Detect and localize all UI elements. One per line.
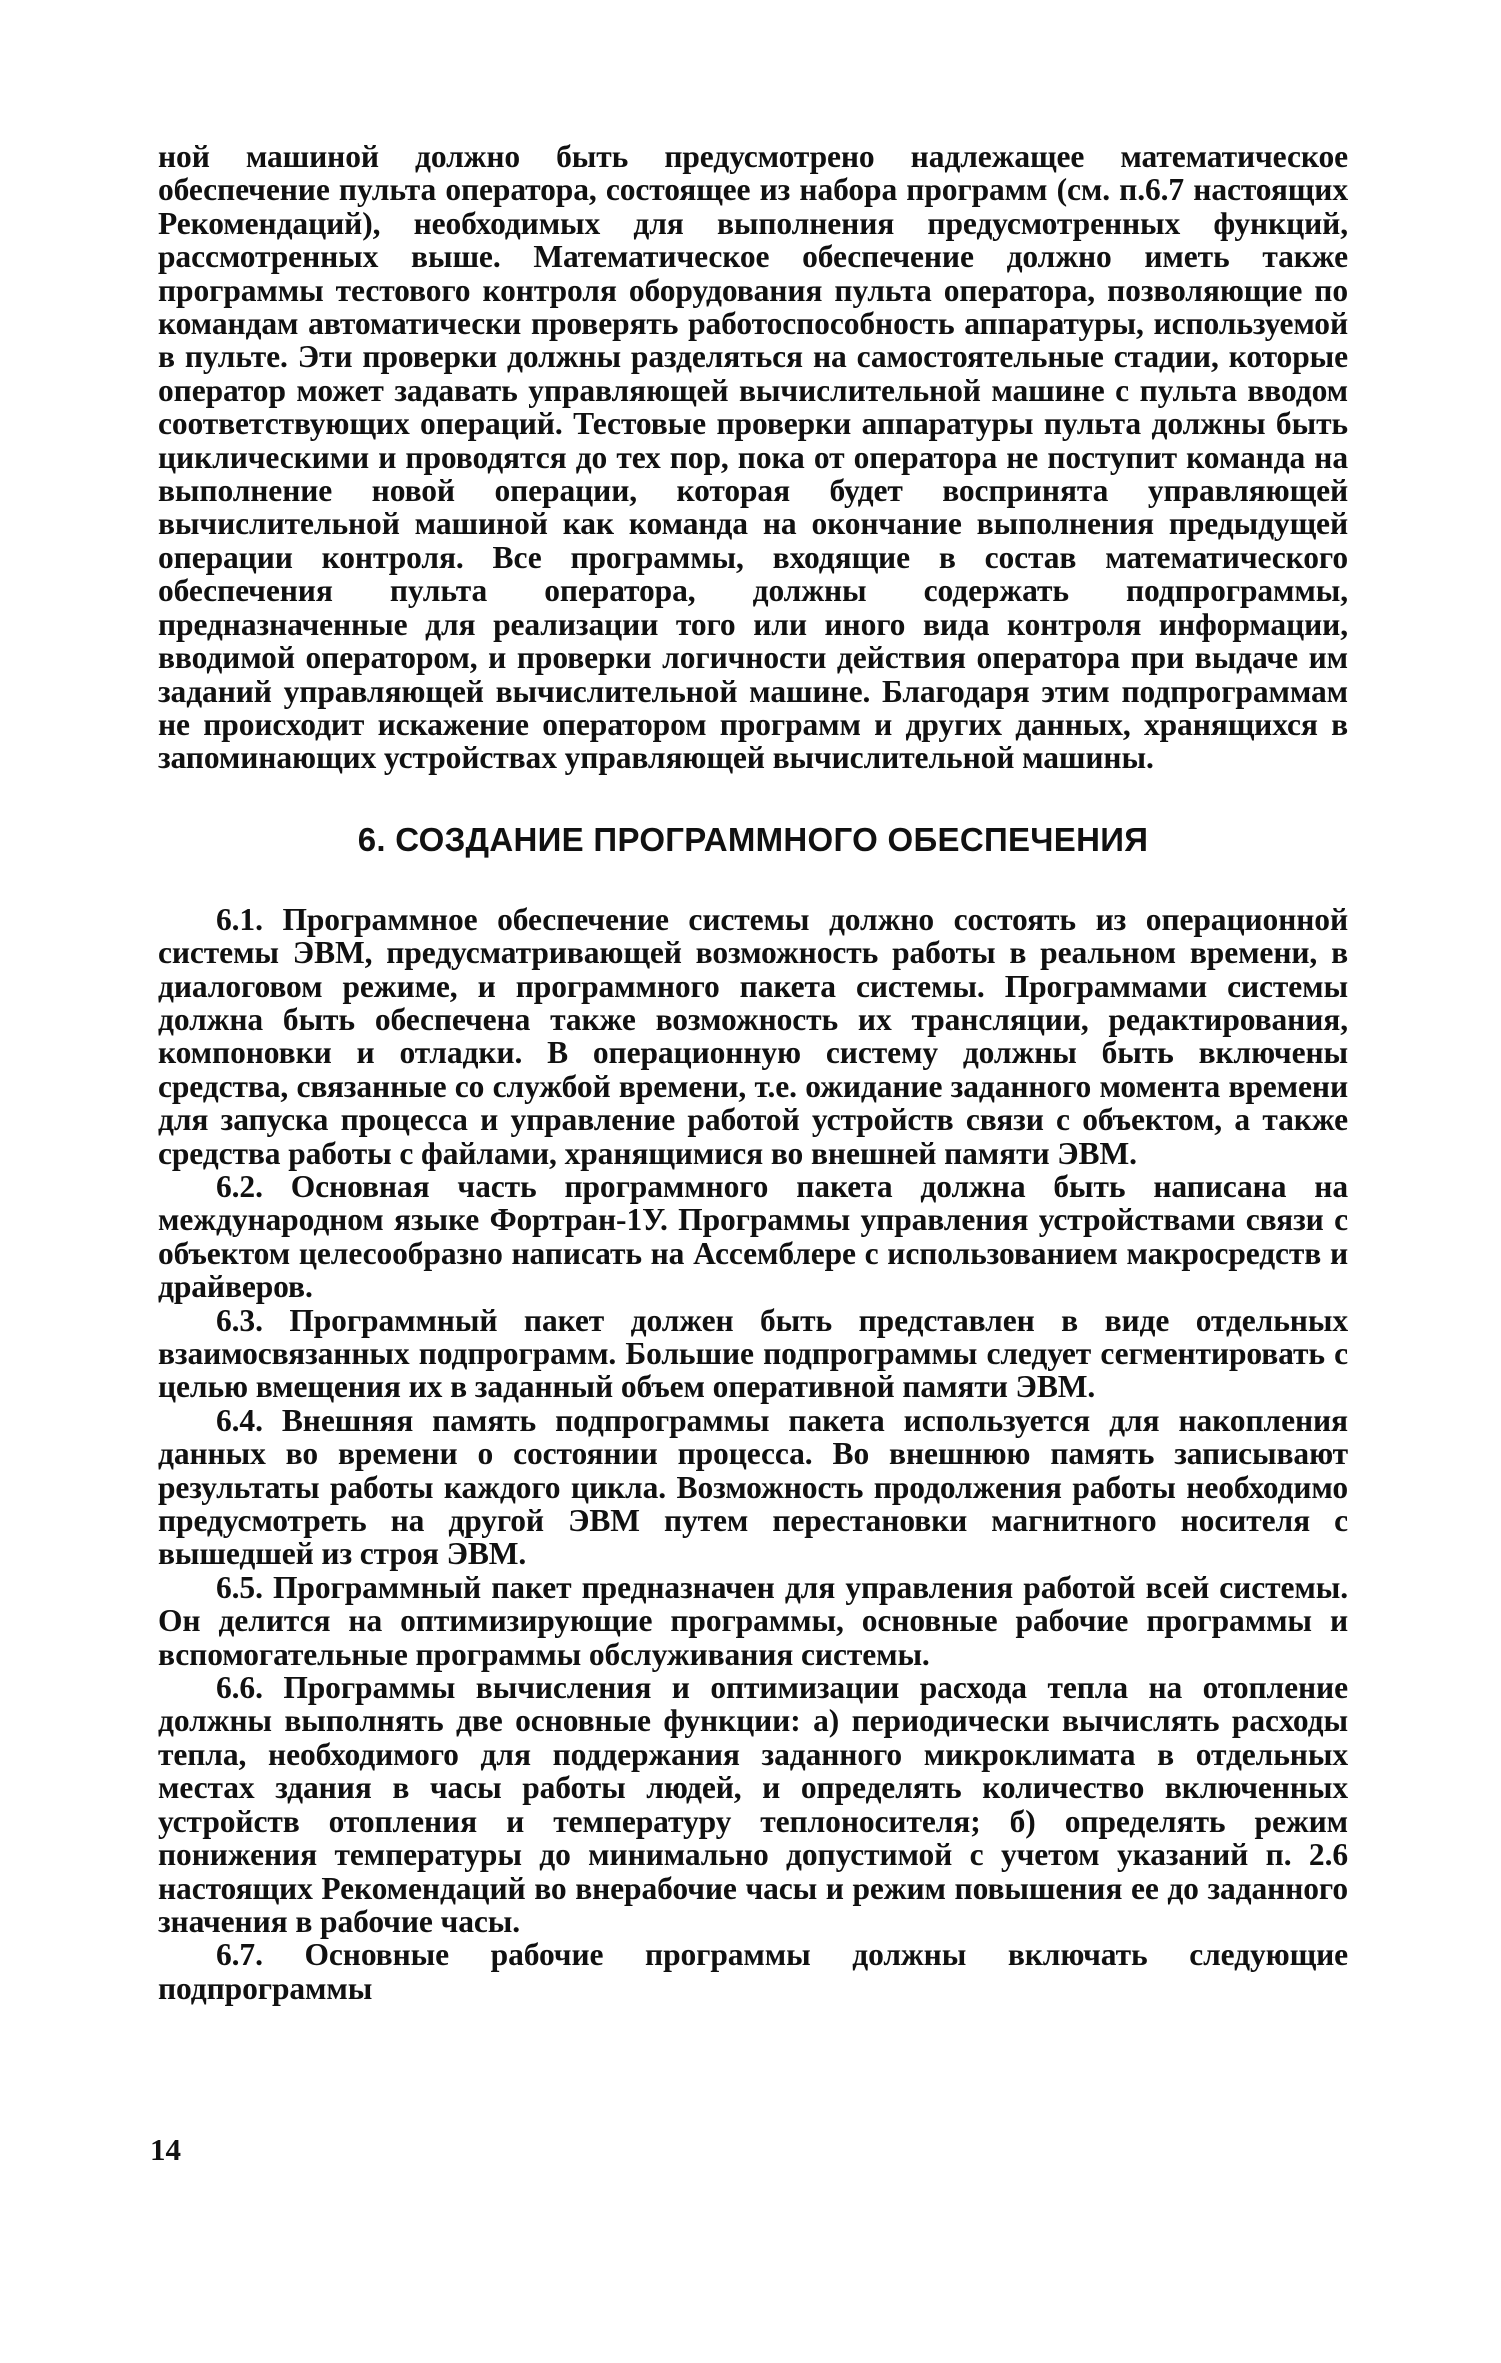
paragraph-6-5: 6.5. Программный пакет предназначен для управления работой всей системы. Он делится на оптимизирующие программы, основные рабочие программы и вспомогательные программы обслуживания системы. xyxy=(158,1569,1348,1672)
page-number: 14 xyxy=(150,2132,181,2167)
paragraph-6-1: 6.1. Программное обеспечение системы должно состоять из операционной системы ЭВМ, предусматривающей возможность работы в реальном времени, в диалоговом режиме, и программного пакета системы. Программами системы должна быть обеспечена также возможность их трансляции, редактирования, компоновки и отладки. В операционную систему должны быть включены средства, связанные со службой времени, т.е. ожидание заданного момента времени для запуска процесса и управление работой устройств связи с объектом, а также средства работы с файлами, хранящимися во внешней памяти ЭВМ. xyxy=(158,901,1348,1171)
section-heading: 6. СОЗДАНИЕ ПРОГРАММНОГО ОБЕСПЕЧЕНИЯ xyxy=(357,820,1149,858)
paragraph-6-4: 6.4. Внешняя память подпрограммы пакета используется для накопления данных во времени о состоянии процесса. Во внешнюю память записывают результаты работы каждого цикла. Возможность продолжения работы необходимо предусмотреть на другой ЭВМ путем перестановки магнитного носителя с вышедшей из строя ЭВМ. xyxy=(158,1402,1348,1572)
paragraph-6-2: 6.2. Основная часть программного пакета должна быть написана на международном языке Фортран-1У. Программы управления устройствами связи с объектом целесообразно написать на Ассемблере с использованием макросредств и драйверов. xyxy=(158,1168,1348,1305)
paragraph-6-3: 6.3. Программный пакет должен быть представлен в виде отдельных взаимосвязанных подпрограмм. Большие подпрограммы следует сегментировать с целью вмещения их в заданный объем оперативной памяти ЭВМ. xyxy=(158,1302,1348,1405)
paragraph-6-6: 6.6. Программы вычисления и оптимизации расхода тепла на отопление должны выполнять две основные функции: а) периодически вычислять расходы тепла, необходимого для поддержания заданного микроклимата в отдельных местах здания в часы работы людей, и определять количество включенных устройств отопления и температуру теплоносителя; б) определять режим понижения температуры до минимально допустимой с учетом указаний п. 2.6 настоящих Рекомендаций во внерабочие часы и режим повышения ее до заданного значения в рабочие часы. xyxy=(158,1670,1348,1939)
paragraph-6-7: 6.7. Основные рабочие программы должны включать следующие подпрограммы xyxy=(158,1937,1348,2006)
intro-paragraph: ной машиной должно быть предусмотрено надлежащее математическое обеспечение пульта оператора, состоящее из набора программ (см. п.6.7 настоящих Рекомендаций), необходимых для выполнения предусмотренных функций, рассмотренных выше. Математическое обеспечение должно иметь также программы тестового контроля оборудования пульта оператора, позволяющие по командам автоматически проверять работоспособность аппаратуры, используемой в пульте. Эти проверки должны разделяться на самостоятельные стадии, которые оператор может задавать управляющей вычислительной машине с пульта вводом соответствующих операций. Тестовые проверки аппаратуры пульта должны быть циклическими и проводятся до тех пор, пока от оператора не поступит команда на выполнение новой операции, которая будет воспринята управляющей вычислительной машиной как команда на окончание выполнения предыдущей операции контроля. Все программы, входящие в состав математического обеспечения пульта оператора, должны содержать подпрограммы, предназначенные для реализации того или иного вида контроля информации, вводимой оператором, и проверки логичности действия оператора при выдаче им заданий управляющей вычислительной машине. Благодаря этим подпрограммам не происходит искажение оператором программ и других данных, хранящихся в запоминающих устройствах управляющей вычислительной машины. xyxy=(158,139,1348,776)
page-body xyxy=(158,140,1348,2005)
